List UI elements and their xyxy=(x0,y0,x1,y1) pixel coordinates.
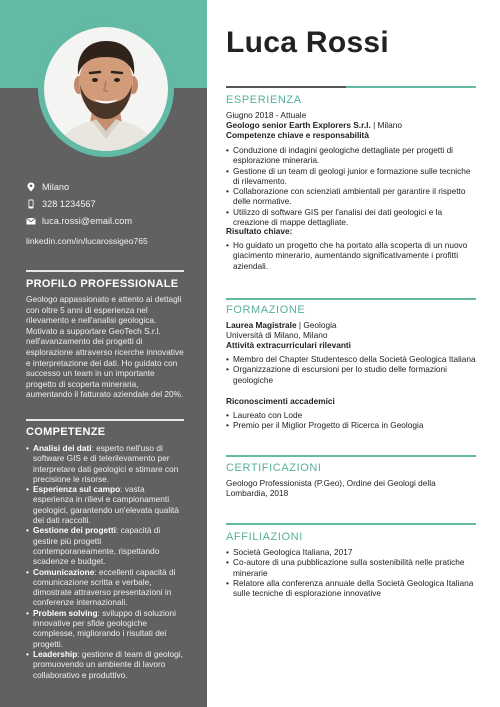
list-item: • Laureato con Lode xyxy=(226,410,478,420)
list-item: • Ho guidato un progetto che ha portato alla scoperta di un nuovo giacimento minerario, aumentando significativamente i profitti aziendali. xyxy=(226,240,478,271)
affiliazioni-list xyxy=(226,547,478,598)
candidate-name: Luca Rossi xyxy=(226,26,390,59)
competenze-heading: COMPETENZE xyxy=(26,426,106,438)
contact-location xyxy=(26,182,69,192)
competenze-divider xyxy=(26,419,184,421)
certificazioni-text: Geologo Professionista (P.Geo), Ordine dei Geologi della Lombardia, 2018 xyxy=(226,478,436,499)
profile-heading: PROFILO PROFESSIONALE xyxy=(26,278,179,290)
esperienza-bullets xyxy=(226,145,478,227)
formazione-extra-list xyxy=(226,354,478,385)
profile-photo xyxy=(44,27,168,151)
formazione-field: Geologia xyxy=(303,320,337,330)
esperienza-sub-heading: Competenze chiave e responsabilità xyxy=(226,130,369,140)
esperienza-period: Giugno 2018 - Attuale xyxy=(226,110,307,120)
profile-text: Geologo appassionato e attento ai dettagli con oltre 5 anni di esperienza nel rilevamento e nell'analisi geologica. Motivato a supportare GeoTech S.r.l. nell'avanzamento dei progetti di esplorazione attraverso ricerche innovative e interpretazione dei dati. Ho guidato con successo un team in un importante progetto di scoperta mineraria, aumentando il fatturato aziendale del 20%. xyxy=(26,294,184,400)
certificazioni-rule xyxy=(226,455,476,457)
esperienza-role-line: Geologo senior Earth Explorers S.r.l. | Milano xyxy=(226,120,402,130)
list-item: • Membro del Chapter Studentesco della Società Geologica Italiana xyxy=(226,354,478,364)
formazione-degree-line: Laurea Magistrale | Geologia xyxy=(226,320,337,330)
formazione-rule xyxy=(226,298,476,300)
contact-email[interactable] xyxy=(26,216,132,226)
linkedin-link[interactable]: linkedin.com/in/lucarossigeo765 xyxy=(26,236,148,246)
list-item: • Leadership: gestione di team di geologi, promuovendo un ambiente di lavoro collaborativo e produttivo. xyxy=(26,649,186,680)
formazione-heading: FORMAZIONE xyxy=(226,304,306,316)
profile-divider xyxy=(26,270,184,272)
formazione-extra-heading: Attività extracurriculari rilevanti xyxy=(226,340,351,350)
list-item: • Relatore alla conferenza annuale della Società Geologica Italiana sulle tecniche di esplorazione innovative xyxy=(226,578,478,599)
list-item: • Esperienza sul campo: vasta esperienza in rilievi e campionamenti geologici, garantendo un'elevata qualità dei dati raccolti. xyxy=(26,484,186,525)
phone-icon xyxy=(26,199,36,209)
list-item: • Comunicazione: eccellenti capacità di comunicazione scritta e verbale, dimostrate attraverso presentazioni in conferenze internazionali. xyxy=(26,567,186,608)
affiliazioni-heading: AFFILIAZIONI xyxy=(226,531,303,543)
formazione-university: Università di Milano, Milano xyxy=(226,330,328,340)
contact-phone xyxy=(26,199,96,209)
list-item: • Conduzione di indagini geologiche dettagliate per progetti di esplorazione mineraria. xyxy=(226,145,478,166)
esperienza-city: Milano xyxy=(377,120,402,130)
esperienza-heading: ESPERIENZA xyxy=(226,94,302,106)
affiliazioni-rule xyxy=(226,523,476,525)
envelope-icon xyxy=(26,216,36,226)
formazione-awards-list xyxy=(226,410,478,431)
list-item: • Collaborazione con scienziati ambientali per garantire il rispetto delle normative. xyxy=(226,186,478,207)
esperienza-role: Geologo senior Earth Explorers S.r.l. xyxy=(226,120,371,130)
esperienza-rule-teal xyxy=(346,86,476,88)
location-pin-icon xyxy=(26,182,36,192)
esperienza-result-list xyxy=(226,240,478,271)
list-item: • Co-autore di una pubblicazione sulla sostenibilità nelle pratiche minerarie xyxy=(226,557,478,578)
competenze-list xyxy=(26,443,186,680)
certificazioni-heading: CERTIFICAZIONI xyxy=(226,462,322,474)
list-item: • Utilizzo di software GIS per l'analisi dei dati geologici e la creazione di mappe dettagliate. xyxy=(226,207,478,228)
list-item: • Gestione di un team di geologi junior e formazione sulle tecniche di rilevamento. xyxy=(226,166,478,187)
list-item: • Premio per il Miglior Progetto di Ricerca in Geologia xyxy=(226,420,478,430)
list-item: • Analisi dei dati: esperto nell'uso di software GIS e di telerilevamento per interpretare dati geologici e stimare con precisione le risorse. xyxy=(26,443,186,484)
list-item: • Organizzazione di escursioni per lo studio delle formazioni geologiche xyxy=(226,364,478,385)
phone-text: 328 1234567 xyxy=(42,199,96,209)
list-item: • Gestione dei progetti: capacità di gestire più progetti contemporaneamente, rispettando scadenze e budget. xyxy=(26,525,186,566)
email-text[interactable]: luca.rossi@email.com xyxy=(42,216,132,226)
formazione-awards-heading: Riconoscimenti accademici xyxy=(226,396,335,406)
formazione-degree: Laurea Magistrale xyxy=(226,320,297,330)
esperienza-result-heading: Risultato chiave: xyxy=(226,226,293,236)
list-item: • Società Geologica Italiana, 2017 xyxy=(226,547,478,557)
location-text: Milano xyxy=(42,182,70,192)
list-item: • Problem solving: sviluppo di soluzioni innovative per sfide geologiche complesse, migliorando i risultati dei progetti. xyxy=(26,608,186,649)
sidebar xyxy=(0,0,207,707)
esperienza-rule-dark xyxy=(226,86,346,88)
